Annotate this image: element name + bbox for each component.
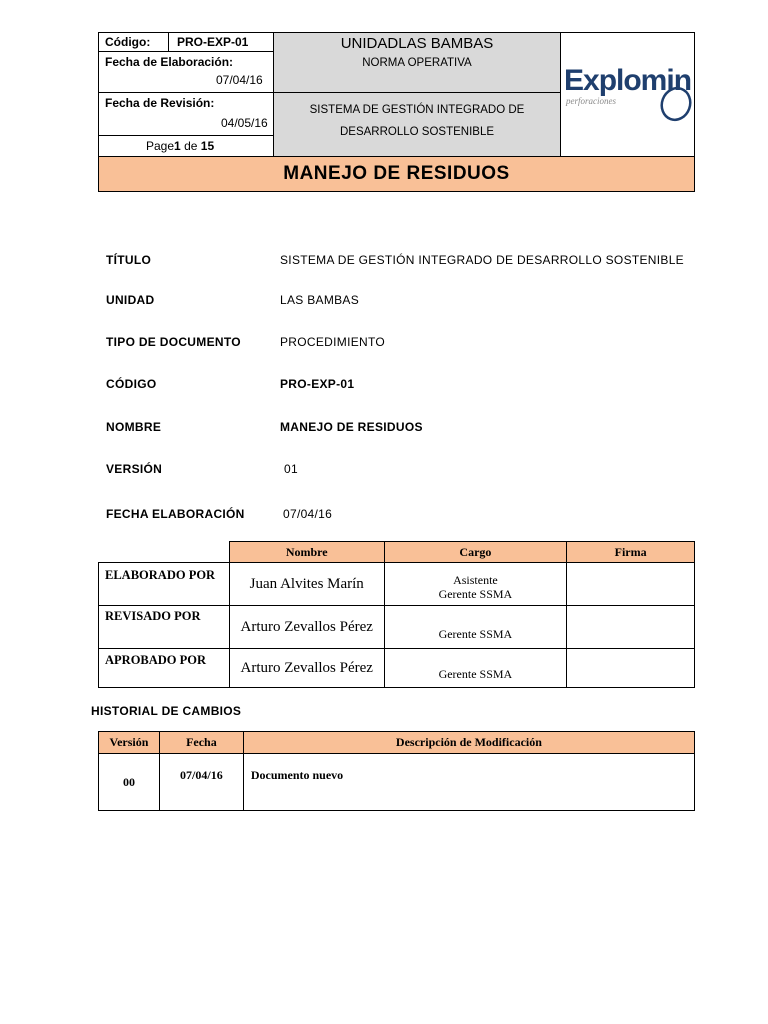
page-total: 15 <box>200 139 215 153</box>
history-table <box>98 731 695 811</box>
system-line1: SISTEMA DE GESTIÓN INTEGRADO DE <box>309 104 525 116</box>
logo-wordmark: Explomin <box>564 64 692 97</box>
cargo-line2: Gerente SSMA <box>438 587 513 601</box>
info-label-titulo: TÍTULO <box>106 253 152 267</box>
table-row <box>99 563 695 606</box>
codigo-label: Código: <box>105 35 151 49</box>
history-header-fecha: Fecha <box>159 732 243 754</box>
approval-header-nombre: Nombre <box>229 542 384 563</box>
page-of: de <box>184 139 198 153</box>
history-fecha: 07/04/16 <box>159 754 243 811</box>
table-row <box>99 606 695 649</box>
approval-role-revisado: REVISADO POR <box>99 606 230 649</box>
explomin-logo <box>564 54 692 124</box>
approval-table <box>98 541 695 688</box>
history-header-version: Versión <box>99 732 160 754</box>
info-value-version: 01 <box>284 462 298 476</box>
approval-firma-elaborado <box>567 563 695 606</box>
table-row <box>99 754 695 811</box>
explomin-logo-mark <box>564 54 692 124</box>
info-label-nombre: NOMBRE <box>106 420 162 434</box>
page-indicator <box>146 139 214 153</box>
fecha-elab-value: 07/04/16 <box>216 73 263 87</box>
system-cell <box>273 92 561 157</box>
approval-name-elaborado: Juan Alvites Marín <box>229 563 384 606</box>
approval-cargo-elaborado <box>384 563 567 606</box>
fecha-elab-label: Fecha de Elaboración: <box>105 55 234 69</box>
info-label-version: VERSIÓN <box>106 462 163 476</box>
info-value-codigo: PRO-EXP-01 <box>280 377 355 391</box>
system-line2: DESARROLLO SOSTENIBLE <box>339 126 495 138</box>
info-value-unidad: LAS BAMBAS <box>280 293 360 307</box>
info-value-tipo: PROCEDIMIENTO <box>280 335 386 349</box>
info-value-nombre: MANEJO DE RESIDUOS <box>280 420 423 434</box>
approval-header-cargo: Cargo <box>384 542 567 563</box>
approval-firma-revisado <box>567 606 695 649</box>
fecha-rev-label: Fecha de Revisión: <box>105 96 215 110</box>
page-current: 1 <box>174 139 181 153</box>
info-label-tipo: TIPO DE DOCUMENTO <box>106 335 241 349</box>
cargo-line1: Asistente <box>453 573 498 587</box>
logo-subtitle: perforaciones <box>566 96 616 106</box>
norma-label: NORMA OPERATIVA <box>362 57 472 69</box>
approval-firma-aprobado <box>567 649 695 688</box>
approval-role-elaborado: ELABORADO POR <box>99 563 230 606</box>
approval-header-row <box>99 542 695 563</box>
approval-cargo-aprobado: Gerente SSMA <box>384 649 567 688</box>
approval-name-revisado: Arturo Zevallos Pérez <box>229 606 384 649</box>
codigo-value: PRO-EXP-01 <box>177 35 249 49</box>
history-descripcion: Documento nuevo <box>243 754 694 811</box>
info-label-fecha: FECHA ELABORACIÓN <box>106 507 245 521</box>
approval-corner <box>99 542 230 563</box>
info-label-codigo: CÓDIGO <box>106 377 157 391</box>
table-row <box>99 649 695 688</box>
info-label-unidad: UNIDAD <box>106 293 155 307</box>
unit-title: UNIDADLAS BAMBAS <box>340 35 494 52</box>
info-value-fecha: 07/04/16 <box>283 507 333 521</box>
approval-name-aprobado: Arturo Zevallos Pérez <box>229 649 384 688</box>
history-header-row <box>99 732 695 754</box>
history-header-descripcion: Descripción de Modificación <box>243 732 694 754</box>
fecha-rev-value: 04/05/16 <box>221 116 268 130</box>
page-prefix: Page <box>146 139 175 153</box>
approval-header-firma: Firma <box>567 542 695 563</box>
approval-role-aprobado: APROBADO POR <box>99 649 230 688</box>
approval-cargo-revisado: Gerente SSMA <box>384 606 567 649</box>
history-version: 00 <box>99 754 160 811</box>
history-title: HISTORIAL DE CAMBIOS <box>91 704 242 718</box>
doc-title: MANEJO DE RESIDUOS <box>283 163 510 184</box>
info-value-titulo: SISTEMA DE GESTIÓN INTEGRADO DE DESARROLLO SOSTENIBLE <box>280 253 684 267</box>
